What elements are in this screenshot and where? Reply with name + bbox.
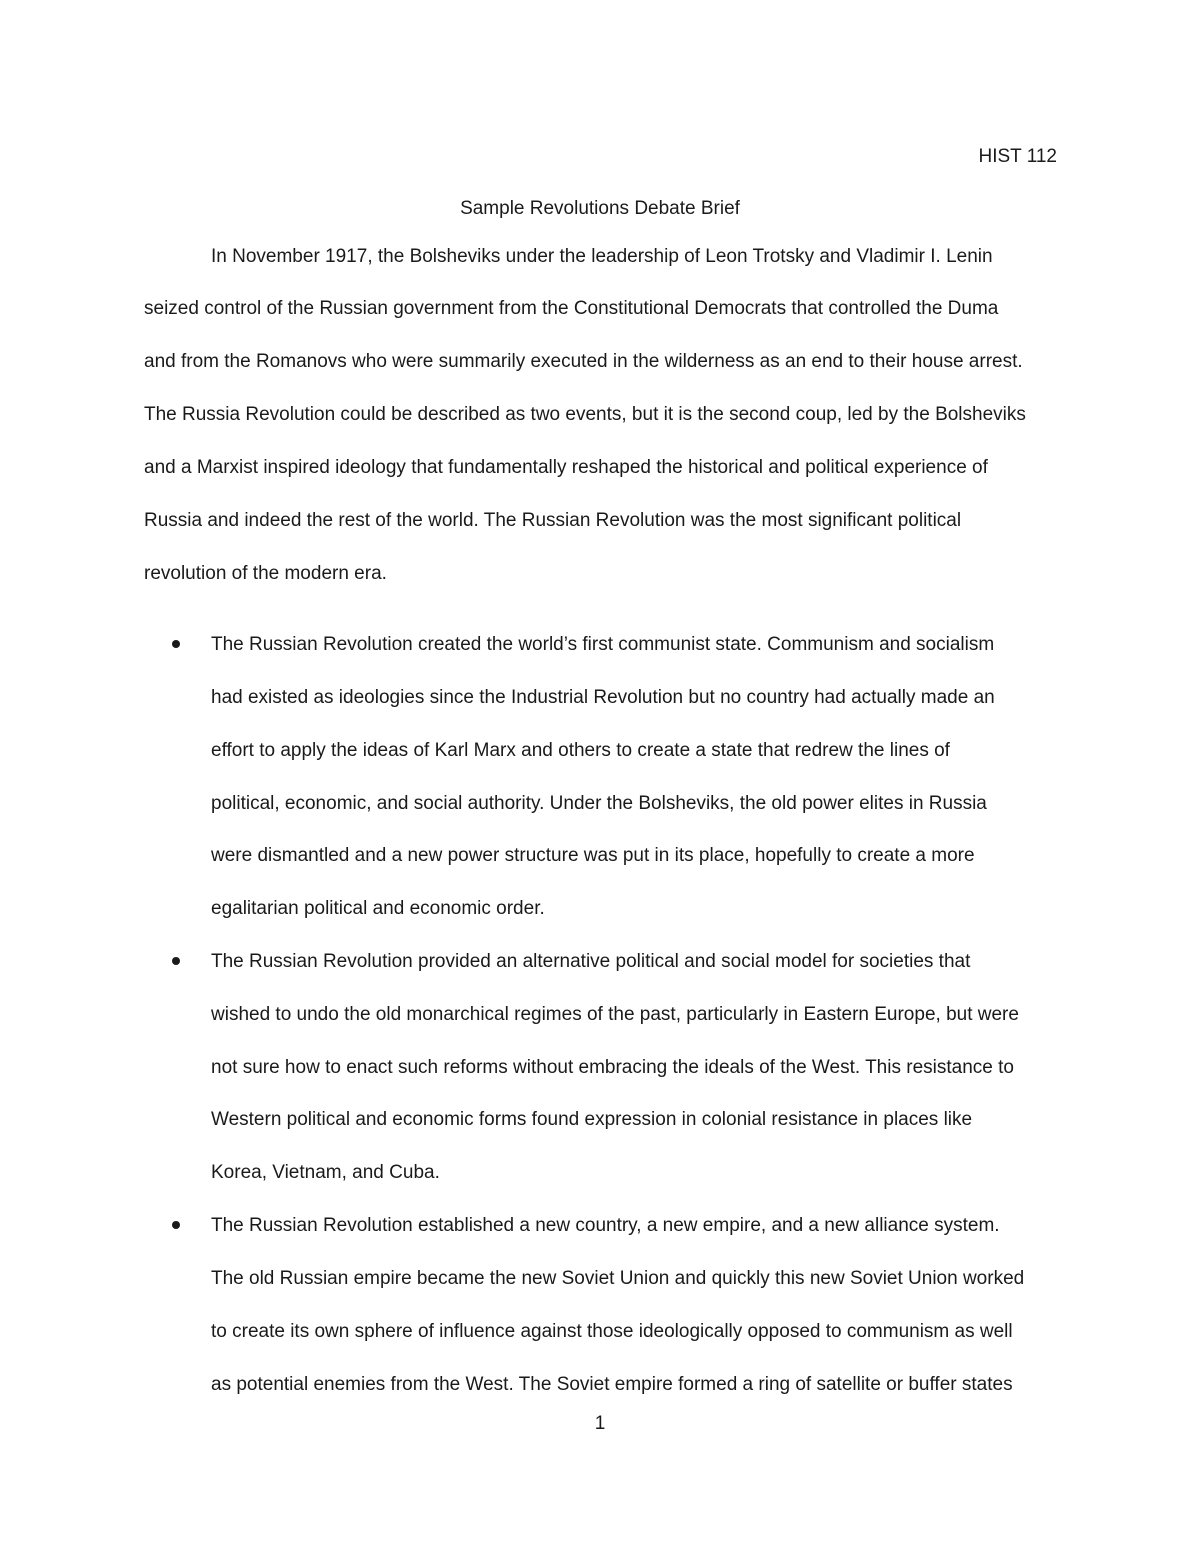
bullet-line: had existed as ideologies since the Industrial Revolution but no country had actually made an — [211, 687, 995, 708]
document-title: Sample Revolutions Debate Brief — [460, 198, 740, 219]
bullet-line: wished to undo the old monarchical regimes of the past, particularly in Eastern Europe, but were — [211, 1004, 1019, 1025]
bullet-line: as potential enemies from the West. The Soviet empire formed a ring of satellite or buffer states — [211, 1374, 1013, 1395]
bullet-marker — [172, 957, 180, 965]
bullet-marker — [172, 640, 180, 648]
bullet-line: The old Russian empire became the new Soviet Union and quickly this new Soviet Union worked — [211, 1268, 1025, 1289]
intro-line: revolution of the modern era. — [144, 563, 387, 584]
bullet-line: not sure how to enact such reforms without embracing the ideals of the West. This resistance to — [211, 1057, 1014, 1078]
bullet-line: political, economic, and social authority. Under the Bolsheviks, the old power elites in Russia — [211, 793, 987, 814]
intro-line: and from the Romanovs who were summarily executed in the wilderness as an end to their house arrest. — [144, 351, 1023, 372]
bullet-line: effort to apply the ideas of Karl Marx and others to create a state that redrew the lines of — [211, 740, 950, 761]
bullet-marker — [172, 1221, 180, 1229]
intro-line: and a Marxist inspired ideology that fundamentally reshaped the historical and political experience of — [144, 457, 988, 478]
bullet-line: egalitarian political and economic order. — [211, 898, 545, 919]
intro-line: Russia and indeed the rest of the world. The Russian Revolution was the most significant political — [144, 510, 962, 531]
page-number: 1 — [594, 1413, 606, 1434]
intro-line: seized control of the Russian government from the Constitutional Democrats that controlled the Duma — [144, 298, 999, 319]
bullet-line: Korea, Vietnam, and Cuba. — [211, 1162, 440, 1183]
bullet-line: The Russian Revolution created the world’s first communist state. Communism and socialism — [211, 634, 995, 655]
bullet-line: The Russian Revolution established a new country, a new empire, and a new alliance system. — [211, 1215, 1000, 1236]
intro-line: The Russia Revolution could be described as two events, but it is the second coup, led by the Bolsheviks — [144, 404, 1026, 425]
bullet-line: Western political and economic forms found expression in colonial resistance in places like — [211, 1109, 973, 1130]
bullet-line: to create its own sphere of influence against those ideologically opposed to communism as well — [211, 1321, 1013, 1342]
intro-line: In November 1917, the Bolsheviks under the leadership of Leon Trotsky and Vladimir I. Lenin — [211, 246, 993, 267]
course-header: HIST 112 — [978, 146, 1057, 167]
bullet-line: The Russian Revolution provided an alternative political and social model for societies that — [211, 951, 971, 972]
bullet-line: were dismantled and a new power structure was put in its place, hopefully to create a more — [211, 845, 975, 866]
